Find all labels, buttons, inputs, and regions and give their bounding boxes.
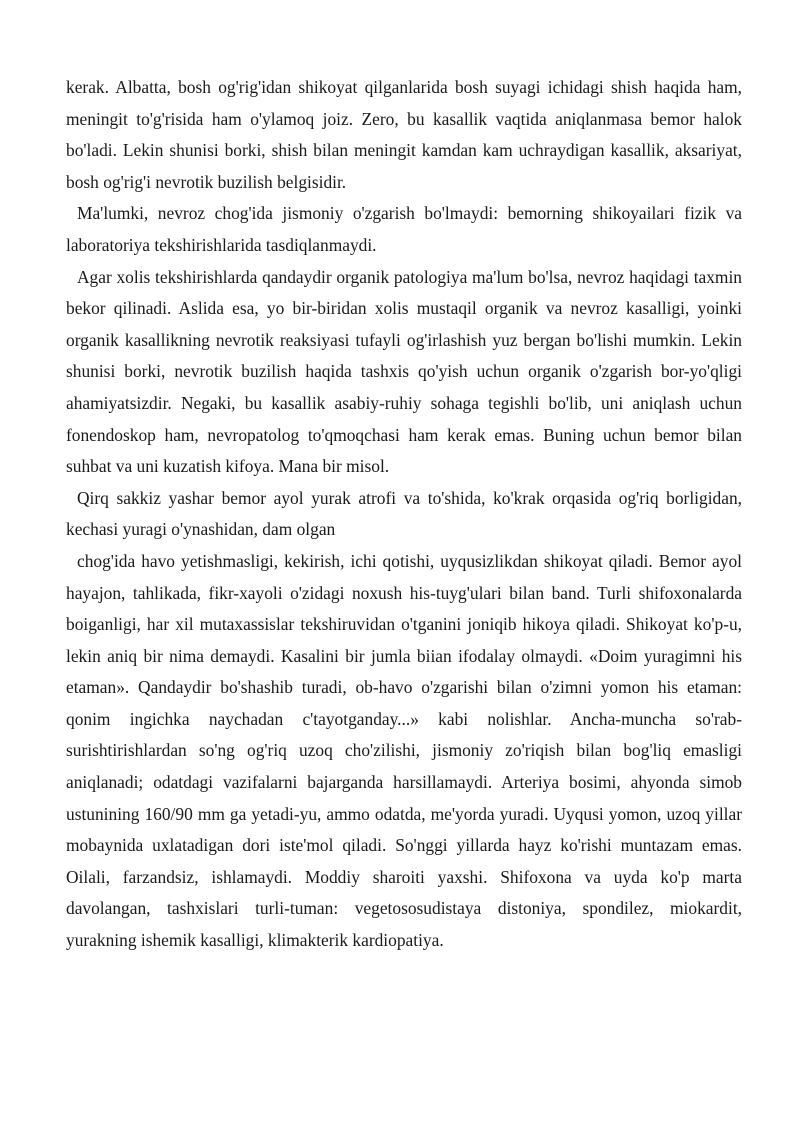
- paragraph-continuation: kerak. Albatta, bosh og'rig'idan shikoyat qilganlarida bosh suyagi ichidagi shish haqida ham, meningit to'g'risida ham o'ylamoq joiz. Zero, bu kasallik vaqtida aniqlanmasa bemor halok bo'ladi. Lekin shunisi borki, shish bilan meningit kamdan kam uchraydigan kasallik, aksariyat, bosh og'rig'i nevrotik buzilish belgisidir.: [66, 77, 742, 192]
- paragraph-nevroz-definition: Ma'lumki, nevroz chog'ida jismoniy o'zgarish bo'lmaydi: bemorning shikoyailari fizik va laboratoriya tekshirishlarida tasdiqlanmaydi.: [66, 203, 742, 255]
- paragraph-case-intro: Qirq sakkiz yashar bemor ayol yurak atrofi va to'shida, ko'krak orqasida og'riq borligidan, kechasi yuragi o'ynashidan, dam olgan: [66, 487, 742, 540]
- paragraph-organic-pathology: Agar xolis tekshirishlarda qandaydir organik patologiya ma'lum bo'lsa, nevroz haqidagi taxmin bekor qilinadi. Aslida esa, yo bir-biridan xolis mustaqil organik va nevroz kasalligi, yoinki organik kasallikning nevrotik reaksiyasi tufayli og'irlashish yuz bergan bo'lishi mumkin. Lekin shunisi borki, nevrotik buzilish haqida tashxis qo'yish uchun organik o'zgarish bor-yo'qligi ahamiyatsizdir. Negaki, bu kasallik asabiy-ruhiy sohaga tegishli bo'lib, uni aniqlash uchun fonendoskop ham, nevropatolog to'qmoqchasi ham kerak emas. Buning uchun bemor bilan suhbat va uni kuzatish kifoya. Mana bir misol.: [66, 266, 742, 477]
- document-page: [66, 72, 742, 957]
- paragraph-case-description: chog'ida havo yetishmasligi, kekirish, ichi qotishi, uyqusizlikdan shikoyat qiladi. Bemor ayol hayajon, tahlikada, fikr-xayoli o'zidagi noxush his-tuyg'ulari bilan band. Turli shifoxonalarda boiganligi, har xil mutaxassislar tekshiruvidan o'tganini joniqib hikoya qiladi. Shikoyat ko'p-u, lekin aniq bir nima demaydi. Kasalini bir jumla biian ifodalay olmaydi. «Doim yuragimni his etaman». Qandaydir bo'shashib turadi, ob-havo o'zgarishi bilan o'zimni yomon his etaman: qonim ingichka naychadan c'tayotganday...» kabi nolishlar. Ancha-muncha so'rab-surishtirishlardan so'ng og'riq uzoq cho'zilishi, jismoniy zo'riqish bilan bog'liq emasligi aniqlanadi; odatdagi vazifalarni bajarganda harsillamaydi. Arteriya bosimi, ahyonda simob ustunining 160/90 mm ga yetadi-yu, ammo odatda, me'yorda yuradi. Uyqusi yomon, uzoq yillar mobaynida uxlatadigan dori iste'mol qiladi. So'nggi yillarda hayz ko'rishi muntazam emas. Oilali, farzandsiz, ishlamaydi. Moddiy sharoiti yaxshi. Shifoxona va uyda ko'p marta davolangan, tashxislari turli-tuman: vegetososudistaya distoniya, spondilez, miokardit, yurakning ishemik kasalligi, klimakterik kardiopatiya.: [66, 550, 742, 951]
